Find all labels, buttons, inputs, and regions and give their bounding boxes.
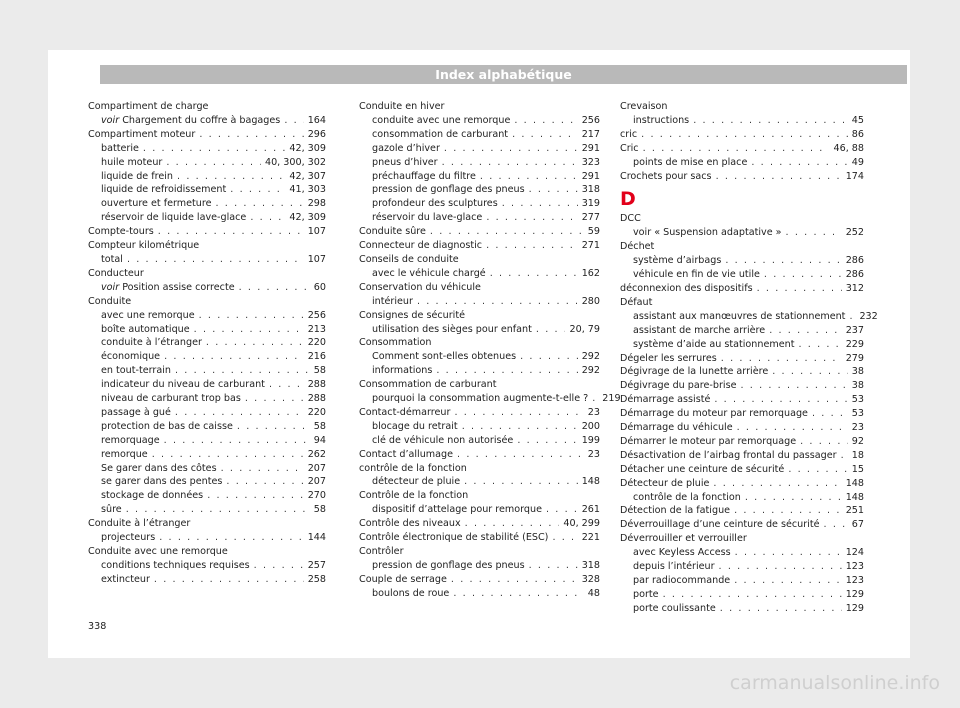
page-ref: 174 bbox=[845, 170, 864, 182]
page-ref: 41, 303 bbox=[289, 184, 326, 196]
entry-term: cric bbox=[620, 128, 638, 140]
page-ref: 23 bbox=[851, 422, 864, 434]
index-column-1 bbox=[88, 100, 326, 587]
entry-term: total bbox=[101, 253, 123, 265]
index-subentry bbox=[359, 211, 600, 225]
page-ref: 45 bbox=[851, 114, 864, 126]
page-title: Index alphabétique bbox=[100, 65, 907, 84]
index-column-2 bbox=[359, 100, 621, 601]
entry-term: blocage du retrait bbox=[372, 420, 458, 432]
page-ref: 257 bbox=[307, 559, 326, 571]
index-entry bbox=[620, 142, 864, 156]
index-entry bbox=[620, 407, 864, 421]
entry-term: Cric bbox=[620, 142, 639, 154]
page-ref: 221 bbox=[581, 532, 600, 544]
entry-term: Contact d’allumage bbox=[359, 448, 454, 460]
index-subentry bbox=[88, 323, 326, 337]
entry-term: Connecteur de diagnostic bbox=[359, 240, 483, 252]
page-ref: 271 bbox=[581, 240, 600, 252]
entry-term: extincteur bbox=[101, 573, 150, 585]
index-subentry bbox=[359, 420, 600, 434]
index-subentry bbox=[88, 489, 326, 503]
page-ref: 220 bbox=[307, 406, 326, 418]
page-ref: 46, 88 bbox=[833, 142, 864, 154]
entry-term: Dégivrage de la lunette arrière bbox=[620, 366, 769, 378]
index-heading: Défaut bbox=[620, 296, 653, 308]
index-entry bbox=[620, 435, 864, 449]
entry-term: avec Keyless Access bbox=[633, 547, 731, 559]
entry-term: voir « Suspension adaptative » bbox=[633, 227, 782, 239]
entry-term: pourquoi la consommation augmente-t-elle ? bbox=[372, 393, 589, 405]
index-subentry bbox=[359, 128, 600, 142]
entry-term: avec le véhicule chargé bbox=[372, 267, 486, 279]
page-ref: 58 bbox=[313, 504, 326, 516]
index-subentry bbox=[88, 559, 326, 573]
index-entry bbox=[359, 225, 600, 239]
index-subentry bbox=[88, 211, 326, 225]
page-ref: 67 bbox=[851, 519, 864, 531]
entry-term: Déverrouillage d’une ceinture de sécurité bbox=[620, 519, 820, 531]
entry-term: Détecteur de pluie bbox=[620, 477, 710, 489]
see-prefix: voir bbox=[101, 114, 120, 126]
entry-term: déconnexion des dispositifs bbox=[620, 282, 753, 294]
entry-term: gazole d’hiver bbox=[372, 142, 440, 154]
index-subentry bbox=[88, 434, 326, 448]
page-ref: 220 bbox=[307, 337, 326, 349]
page-ref: 291 bbox=[581, 142, 600, 154]
page-ref: 15 bbox=[851, 463, 864, 475]
entry-term: ouverture et fermeture bbox=[101, 198, 212, 210]
index-entry bbox=[620, 421, 864, 435]
index-subentry bbox=[359, 475, 600, 489]
entry-term: par radiocommande bbox=[633, 575, 731, 586]
entry-term: Dégeler les serrures bbox=[620, 352, 717, 364]
index-subentry bbox=[620, 560, 864, 574]
page-ref: 291 bbox=[581, 170, 600, 182]
index-entry bbox=[88, 225, 326, 239]
index-entry bbox=[620, 170, 864, 184]
page-ref: 60 bbox=[313, 281, 326, 293]
entry-term: préchauffage du filtre bbox=[372, 170, 476, 182]
page-ref: 292 bbox=[581, 365, 600, 377]
index-subentry bbox=[359, 434, 600, 448]
index-subentry bbox=[88, 170, 326, 184]
page-ref: 288 bbox=[307, 393, 326, 405]
index-entry bbox=[359, 531, 600, 545]
entry-term: Compte-tours bbox=[88, 226, 154, 238]
entry-term: Contrôle électronique de stabilité (ESC) bbox=[359, 532, 549, 544]
page-ref: 213 bbox=[307, 323, 326, 335]
entry-term: profondeur des sculptures bbox=[372, 198, 498, 210]
page-ref: 217 bbox=[581, 128, 600, 140]
entry-term: conduite avec une remorque bbox=[372, 114, 511, 126]
index-subentry bbox=[88, 253, 326, 267]
reference-target: Chargement du coffre à bagages bbox=[119, 114, 281, 126]
index-cross-reference bbox=[620, 226, 864, 240]
index-subentry bbox=[620, 588, 864, 602]
page-ref: 123 bbox=[845, 575, 864, 586]
index-subentry bbox=[359, 559, 600, 573]
index-entry bbox=[620, 393, 864, 407]
index-subentry bbox=[620, 310, 878, 324]
index-subentry bbox=[88, 197, 326, 211]
index-entry bbox=[359, 239, 600, 253]
page-ref: 270 bbox=[307, 490, 326, 502]
entry-term: instructions bbox=[633, 114, 690, 126]
page-ref: 328 bbox=[581, 573, 600, 585]
page-ref: 23 bbox=[587, 406, 600, 418]
entry-term: Démarrage du véhicule bbox=[620, 422, 733, 434]
entry-term: Démarrage assisté bbox=[620, 394, 711, 406]
page-ref: 200 bbox=[581, 420, 600, 432]
page-ref: 124 bbox=[845, 547, 864, 559]
index-subentry bbox=[359, 156, 600, 170]
page-ref: 288 bbox=[307, 379, 326, 391]
entry-term: dispositif d’attelage pour remorque bbox=[372, 504, 542, 516]
index-heading: Contrôler bbox=[359, 546, 404, 557]
entry-term: protection de bas de caisse bbox=[101, 420, 233, 432]
index-subentry bbox=[88, 183, 326, 197]
index-entry bbox=[359, 517, 600, 531]
index-entry bbox=[359, 406, 600, 420]
entry-term: points de mise en place bbox=[633, 156, 748, 168]
entry-term: conduite à l’étranger bbox=[101, 337, 202, 349]
index-heading: Conseils de conduite bbox=[359, 253, 459, 265]
entry-term: Contact-démarreur bbox=[359, 406, 451, 418]
entry-term: boulons de roue bbox=[372, 587, 450, 599]
page-ref: 277 bbox=[581, 212, 600, 224]
index-heading: DCC bbox=[620, 213, 641, 225]
entry-term: détecteur de pluie bbox=[372, 476, 461, 488]
page-ref: 129 bbox=[845, 588, 864, 600]
page-ref: 216 bbox=[307, 351, 326, 363]
index-cross-reference bbox=[88, 114, 326, 128]
index-subentry bbox=[88, 503, 326, 517]
entry-term: Détacher une ceinture de sécurité bbox=[620, 463, 785, 475]
index-entry bbox=[620, 477, 864, 491]
entry-term: Crochets pour sacs bbox=[620, 170, 712, 182]
entry-term: en tout-terrain bbox=[101, 365, 171, 377]
page-ref: 123 bbox=[845, 561, 864, 573]
entry-term: contrôle de la fonction bbox=[633, 491, 741, 503]
page-ref: 199 bbox=[581, 434, 600, 446]
index-heading: Conduite bbox=[88, 295, 132, 307]
entry-term: huile moteur bbox=[101, 156, 163, 168]
entry-term: pression de gonflage des pneus bbox=[372, 184, 525, 196]
index-heading: Compteur kilométrique bbox=[88, 240, 200, 252]
entry-term: Conduite sûre bbox=[359, 226, 426, 238]
page-ref: 38 bbox=[851, 366, 864, 378]
index-heading: Conduite avec une remorque bbox=[88, 546, 228, 557]
index-subentry bbox=[620, 338, 864, 352]
page-ref: 94 bbox=[313, 434, 326, 446]
entry-term: liquide de refroidissement bbox=[101, 184, 227, 196]
page-ref: 53 bbox=[851, 408, 864, 420]
entry-term: système d’airbags bbox=[633, 255, 722, 267]
entry-term: remorquage bbox=[101, 434, 160, 446]
entry-term: sûre bbox=[101, 504, 122, 516]
index-entry bbox=[359, 573, 600, 587]
page-ref: 207 bbox=[307, 476, 326, 488]
index-entry bbox=[620, 352, 864, 366]
page-ref: 107 bbox=[307, 253, 326, 265]
index-subentry bbox=[88, 531, 326, 545]
index-subentry bbox=[620, 602, 864, 616]
page-ref: 261 bbox=[581, 504, 600, 516]
index-heading: Contrôle de la fonction bbox=[359, 490, 469, 502]
index-subentry bbox=[620, 268, 864, 282]
page-ref: 232 bbox=[859, 310, 878, 322]
page-ref: 53 bbox=[851, 394, 864, 406]
index-heading: Consignes de sécurité bbox=[359, 309, 466, 321]
index-subentry bbox=[359, 323, 600, 337]
index-entry bbox=[620, 449, 864, 463]
index-subentry bbox=[620, 491, 864, 505]
page-ref: 49 bbox=[851, 156, 864, 168]
page-ref: 296 bbox=[307, 128, 326, 140]
page-ref: 279 bbox=[845, 352, 864, 364]
entry-term: se garer dans des pentes bbox=[101, 476, 223, 488]
index-heading: Conduite en hiver bbox=[359, 101, 445, 112]
entry-term: système d’aide au stationnement bbox=[633, 338, 795, 350]
entry-term: remorque bbox=[101, 448, 148, 460]
index-subentry bbox=[359, 197, 600, 211]
index-subentry bbox=[620, 254, 864, 268]
index-subentry bbox=[620, 324, 864, 338]
page-ref: 148 bbox=[845, 491, 864, 503]
entry-term: clé de véhicule non autorisée bbox=[372, 434, 514, 446]
entry-term: niveau de carburant trop bas bbox=[101, 393, 241, 405]
index-heading: Conducteur bbox=[88, 267, 144, 279]
index-subentry bbox=[88, 462, 326, 476]
page-ref: 256 bbox=[307, 309, 326, 321]
index-subentry bbox=[359, 142, 600, 156]
section-letter-d: D bbox=[620, 188, 636, 211]
index-subentry bbox=[359, 170, 600, 184]
entry-term: Couple de serrage bbox=[359, 573, 447, 585]
page-ref: 18 bbox=[851, 449, 864, 461]
page-ref: 129 bbox=[845, 602, 864, 614]
entry-term: projecteurs bbox=[101, 532, 156, 544]
reference-target: Position assise correcte bbox=[119, 281, 235, 293]
page-ref: 319 bbox=[581, 198, 600, 210]
index-entry bbox=[620, 379, 864, 393]
index-subentry bbox=[359, 114, 600, 128]
entry-term: avec une remorque bbox=[101, 309, 195, 321]
index-heading: Crevaison bbox=[620, 101, 668, 112]
page-ref: 23 bbox=[587, 448, 600, 460]
entry-term: Compartiment moteur bbox=[88, 128, 196, 140]
index-subentry bbox=[620, 574, 864, 588]
entry-term: utilisation des sièges pour enfant bbox=[372, 323, 532, 335]
index-entry bbox=[620, 128, 864, 142]
page-ref: 48 bbox=[587, 587, 600, 599]
entry-term: batterie bbox=[101, 142, 139, 154]
page-ref: 323 bbox=[581, 156, 600, 168]
page-ref: 318 bbox=[581, 559, 600, 571]
page-ref: 286 bbox=[845, 255, 864, 267]
page-ref: 219 bbox=[602, 393, 621, 405]
page-ref: 164 bbox=[307, 114, 326, 126]
index-entry bbox=[620, 504, 864, 518]
index-heading: Conservation du véhicule bbox=[359, 281, 481, 293]
index-subentry bbox=[88, 392, 326, 406]
page-ref: 38 bbox=[851, 380, 864, 392]
page-ref: 162 bbox=[581, 267, 600, 279]
entry-term: Dégivrage du pare-brise bbox=[620, 380, 737, 392]
index-subentry bbox=[359, 587, 600, 601]
page-ref: 262 bbox=[307, 448, 326, 460]
entry-term: Détection de la fatigue bbox=[620, 505, 731, 517]
page-ref: 207 bbox=[307, 462, 326, 474]
index-subentry bbox=[88, 420, 326, 434]
index-subentry bbox=[88, 309, 326, 323]
index-subentry bbox=[88, 573, 326, 587]
index-column-3 bbox=[620, 100, 878, 616]
page-ref: 298 bbox=[307, 198, 326, 210]
page-ref: 280 bbox=[581, 295, 600, 307]
index-subentry bbox=[88, 378, 326, 392]
entry-term: depuis l’intérieur bbox=[633, 561, 715, 573]
page-ref: 42, 309 bbox=[289, 212, 326, 224]
page-ref: 318 bbox=[581, 184, 600, 196]
index-subentry bbox=[620, 546, 864, 560]
entry-term: économique bbox=[101, 351, 161, 363]
page-ref: 40, 299 bbox=[563, 518, 600, 530]
page-ref: 258 bbox=[307, 573, 326, 585]
index-subentry bbox=[359, 364, 600, 378]
entry-term: Désactivation de l’airbag frontal du passager bbox=[620, 449, 837, 461]
index-subentry bbox=[88, 448, 326, 462]
entry-term: indicateur du niveau de carburant bbox=[101, 379, 265, 391]
page-ref: 292 bbox=[581, 351, 600, 363]
page-ref: 256 bbox=[581, 114, 600, 126]
index-entry bbox=[88, 128, 326, 142]
index-cross-reference bbox=[88, 281, 326, 295]
page-ref: 42, 307 bbox=[289, 170, 326, 182]
entry-term: Comment sont-elles obtenues bbox=[372, 351, 517, 363]
entry-term: porte bbox=[633, 588, 659, 600]
index-entry bbox=[620, 282, 864, 296]
page-ref: 58 bbox=[313, 365, 326, 377]
see-prefix: voir bbox=[101, 281, 120, 293]
page-ref: 144 bbox=[307, 532, 326, 544]
page-ref: 229 bbox=[845, 338, 864, 350]
index-subentry bbox=[620, 156, 864, 170]
index-entry bbox=[620, 463, 864, 477]
page-ref: 148 bbox=[581, 476, 600, 488]
entry-term: liquide de frein bbox=[101, 170, 174, 182]
index-subentry bbox=[359, 503, 600, 517]
page-ref: 107 bbox=[307, 226, 326, 238]
index-subentry bbox=[359, 392, 621, 406]
page-ref: 148 bbox=[845, 477, 864, 489]
index-subentry bbox=[359, 295, 600, 309]
page-ref: 237 bbox=[845, 324, 864, 336]
entry-term: pression de gonflage des pneus bbox=[372, 559, 525, 571]
index-subentry bbox=[359, 183, 600, 197]
entry-term: réservoir de liquide lave-glace bbox=[101, 212, 247, 224]
index-entry bbox=[359, 448, 600, 462]
index-subentry bbox=[88, 350, 326, 364]
page-ref: 42, 309 bbox=[289, 142, 326, 154]
page-ref: 20, 79 bbox=[569, 323, 600, 335]
entry-term: consommation de carburant bbox=[372, 128, 509, 140]
index-heading: Déchet bbox=[620, 241, 655, 253]
index-heading: Déverrouiller et verrouiller bbox=[620, 533, 747, 545]
page-ref: 251 bbox=[845, 505, 864, 517]
entry-term: assistant de marche arrière bbox=[633, 324, 766, 336]
entry-term: passage à gué bbox=[101, 406, 171, 418]
entry-term: véhicule en fin de vie utile bbox=[633, 269, 760, 281]
page-ref: 286 bbox=[845, 269, 864, 281]
page-ref: 40, 300, 302 bbox=[264, 156, 326, 168]
index-heading: contrôle de la fonction bbox=[359, 462, 467, 474]
index-entry bbox=[620, 518, 864, 532]
page-ref: 86 bbox=[851, 128, 864, 140]
entry-term: Démarrer le moteur par remorquage bbox=[620, 435, 797, 447]
page-ref: 58 bbox=[313, 420, 326, 432]
entry-term: pneus d’hiver bbox=[372, 156, 438, 168]
entry-term: Contrôle des niveaux bbox=[359, 518, 461, 530]
page-number: 338 bbox=[88, 621, 107, 632]
entry-term: Démarrage du moteur par remorquage bbox=[620, 408, 808, 420]
page-ref: 92 bbox=[851, 435, 864, 447]
index-subentry bbox=[88, 475, 326, 489]
index-entry bbox=[620, 365, 864, 379]
index-heading: Conduite à l’étranger bbox=[88, 518, 191, 530]
index-subentry bbox=[88, 336, 326, 350]
entry-term: Se garer dans des côtes bbox=[101, 462, 217, 474]
entry-term: assistant aux manœuvres de stationnement bbox=[633, 310, 846, 322]
index-subentry bbox=[88, 364, 326, 378]
index-subentry bbox=[88, 142, 326, 156]
index-heading: Consommation de carburant bbox=[359, 379, 497, 391]
entry-term: intérieur bbox=[372, 295, 413, 307]
page-ref: 312 bbox=[845, 282, 864, 294]
watermark: carmanualsonline.info bbox=[729, 672, 940, 694]
index-subentry bbox=[359, 267, 600, 281]
index-page bbox=[48, 50, 910, 658]
page-ref: 252 bbox=[845, 227, 864, 239]
entry-term: boîte automatique bbox=[101, 323, 190, 335]
index-heading: Consommation bbox=[359, 337, 432, 349]
entry-term: réservoir du lave-glace bbox=[372, 212, 483, 224]
index-subentry bbox=[88, 156, 326, 170]
index-subentry bbox=[620, 114, 864, 128]
entry-term: stockage de données bbox=[101, 490, 204, 502]
entry-term: porte coulissante bbox=[633, 602, 716, 614]
index-subentry bbox=[88, 406, 326, 420]
index-heading: Compartiment de charge bbox=[88, 101, 209, 112]
page-ref: 59 bbox=[587, 226, 600, 238]
index-subentry bbox=[359, 350, 600, 364]
entry-term: informations bbox=[372, 365, 433, 377]
entry-term: conditions techniques requises bbox=[101, 559, 250, 571]
